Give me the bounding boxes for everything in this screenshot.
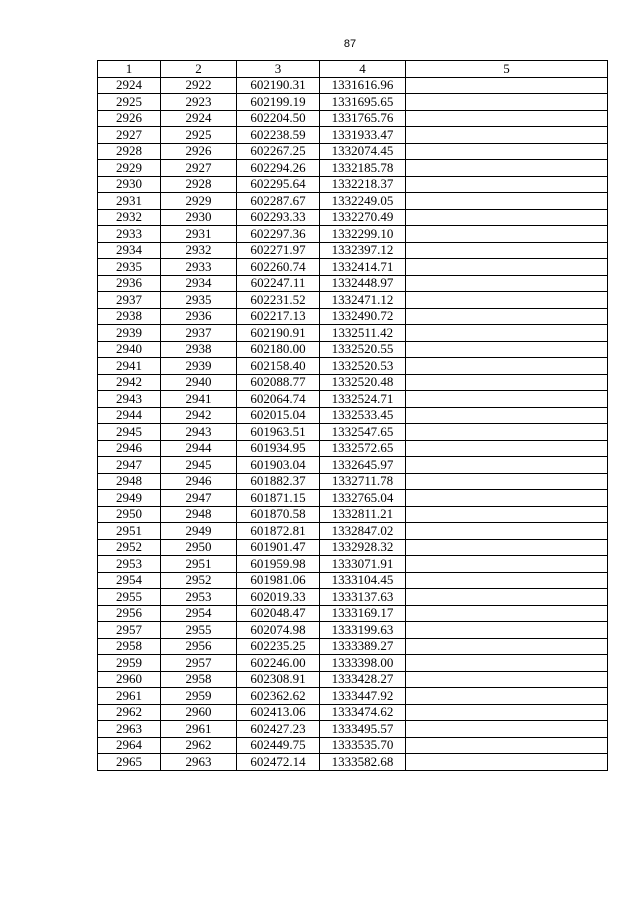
table-cell-col5 bbox=[406, 341, 608, 358]
table-row bbox=[98, 523, 608, 540]
table-cell-col2: 2949 bbox=[161, 523, 237, 540]
table-cell-col4: 1333137.63 bbox=[320, 589, 406, 606]
table-cell-col4: 1333398.00 bbox=[320, 655, 406, 672]
table-cell-col3: 601963.51 bbox=[237, 424, 320, 441]
table-cell-col5 bbox=[406, 94, 608, 111]
table-cell-col4: 1333582.68 bbox=[320, 754, 406, 771]
table-cell-col4: 1332414.71 bbox=[320, 259, 406, 276]
table-cell-col1: 2954 bbox=[98, 572, 161, 589]
table-cell-col2: 2954 bbox=[161, 605, 237, 622]
table-cell-col3: 601882.37 bbox=[237, 473, 320, 490]
table-cell-col2: 2930 bbox=[161, 209, 237, 226]
table-cell-col3: 602246.00 bbox=[237, 655, 320, 672]
table-cell-col2: 2941 bbox=[161, 391, 237, 408]
table-cell-col2: 2961 bbox=[161, 721, 237, 738]
table-cell-col2: 2958 bbox=[161, 671, 237, 688]
table-row bbox=[98, 358, 608, 375]
table-cell-col5 bbox=[406, 391, 608, 408]
table-cell-col2: 2952 bbox=[161, 572, 237, 589]
table-cell-col2: 2936 bbox=[161, 308, 237, 325]
table-cell-col2: 2922 bbox=[161, 77, 237, 94]
table-row bbox=[98, 407, 608, 424]
table-cell-col1: 2928 bbox=[98, 143, 161, 160]
table-cell-col5 bbox=[406, 308, 608, 325]
table-cell-col3: 602260.74 bbox=[237, 259, 320, 276]
table-cell-col3: 602427.23 bbox=[237, 721, 320, 738]
table-cell-col3: 601871.15 bbox=[237, 490, 320, 507]
table-cell-col2: 2956 bbox=[161, 638, 237, 655]
table-row bbox=[98, 275, 608, 292]
table-cell-col3: 602019.33 bbox=[237, 589, 320, 606]
table-cell-col2: 2942 bbox=[161, 407, 237, 424]
table-cell-col4: 1332074.45 bbox=[320, 143, 406, 160]
table-row bbox=[98, 506, 608, 523]
table-cell-col4: 1332711.78 bbox=[320, 473, 406, 490]
table-cell-col5 bbox=[406, 292, 608, 309]
table-row bbox=[98, 374, 608, 391]
table-cell-col2: 2951 bbox=[161, 556, 237, 573]
table-cell-col1: 2946 bbox=[98, 440, 161, 457]
table-cell-col4: 1332511.42 bbox=[320, 325, 406, 342]
table-cell-col4: 1332765.04 bbox=[320, 490, 406, 507]
table-cell-col2: 2929 bbox=[161, 193, 237, 210]
table-cell-col5 bbox=[406, 374, 608, 391]
table-cell-col3: 602064.74 bbox=[237, 391, 320, 408]
table-cell-col2: 2957 bbox=[161, 655, 237, 672]
table-cell-col3: 602048.47 bbox=[237, 605, 320, 622]
table-cell-col4: 1332811.21 bbox=[320, 506, 406, 523]
table-cell-col2: 2937 bbox=[161, 325, 237, 342]
column-header-3: 3 bbox=[237, 61, 320, 78]
table-cell-col4: 1332520.55 bbox=[320, 341, 406, 358]
table-cell-col5 bbox=[406, 523, 608, 540]
table-cell-col1: 2948 bbox=[98, 473, 161, 490]
table-cell-col1: 2950 bbox=[98, 506, 161, 523]
table-row bbox=[98, 589, 608, 606]
table-cell-col1: 2944 bbox=[98, 407, 161, 424]
table-cell-col2: 2947 bbox=[161, 490, 237, 507]
column-header-1: 1 bbox=[98, 61, 161, 78]
table-cell-col5 bbox=[406, 506, 608, 523]
table-cell-col4: 1332397.12 bbox=[320, 242, 406, 259]
table-cell-col5 bbox=[406, 704, 608, 721]
table-cell-col5 bbox=[406, 143, 608, 160]
table-cell-col3: 602271.97 bbox=[237, 242, 320, 259]
table-row bbox=[98, 671, 608, 688]
table-cell-col1: 2943 bbox=[98, 391, 161, 408]
table-row bbox=[98, 127, 608, 144]
table-row bbox=[98, 605, 608, 622]
table-cell-col2: 2927 bbox=[161, 160, 237, 177]
table-cell-col1: 2959 bbox=[98, 655, 161, 672]
table-cell-col5 bbox=[406, 193, 608, 210]
table-row bbox=[98, 176, 608, 193]
table-row bbox=[98, 292, 608, 309]
table-cell-col2: 2935 bbox=[161, 292, 237, 309]
table-cell-col4: 1333169.17 bbox=[320, 605, 406, 622]
table-cell-col2: 2953 bbox=[161, 589, 237, 606]
table-cell-col5 bbox=[406, 754, 608, 771]
table-cell-col3: 602294.26 bbox=[237, 160, 320, 177]
table-cell-col4: 1332299.10 bbox=[320, 226, 406, 243]
table-cell-col4: 1332270.49 bbox=[320, 209, 406, 226]
table-cell-col5 bbox=[406, 638, 608, 655]
table-cell-col4: 1331695.65 bbox=[320, 94, 406, 111]
table-cell-col1: 2927 bbox=[98, 127, 161, 144]
table-row bbox=[98, 94, 608, 111]
table-cell-col1: 2949 bbox=[98, 490, 161, 507]
table-cell-col2: 2931 bbox=[161, 226, 237, 243]
table-cell-col5 bbox=[406, 176, 608, 193]
table-cell-col4: 1332520.48 bbox=[320, 374, 406, 391]
table-cell-col5 bbox=[406, 539, 608, 556]
table-cell-col1: 2962 bbox=[98, 704, 161, 721]
table-cell-col5 bbox=[406, 160, 608, 177]
table-cell-col4: 1332533.45 bbox=[320, 407, 406, 424]
table-cell-col4: 1332185.78 bbox=[320, 160, 406, 177]
table-cell-col5 bbox=[406, 242, 608, 259]
table-cell-col3: 602295.64 bbox=[237, 176, 320, 193]
table-cell-col1: 2956 bbox=[98, 605, 161, 622]
table-cell-col1: 2951 bbox=[98, 523, 161, 540]
column-header-5: 5 bbox=[406, 61, 608, 78]
table-cell-col1: 2957 bbox=[98, 622, 161, 639]
table-cell-col4: 1332928.32 bbox=[320, 539, 406, 556]
table-cell-col5 bbox=[406, 671, 608, 688]
table-cell-col1: 2938 bbox=[98, 308, 161, 325]
table-cell-col4: 1331765.76 bbox=[320, 110, 406, 127]
table-row bbox=[98, 77, 608, 94]
table-cell-col2: 2946 bbox=[161, 473, 237, 490]
table-cell-col2: 2944 bbox=[161, 440, 237, 457]
coordinates-table bbox=[97, 60, 608, 771]
table-cell-col3: 601872.81 bbox=[237, 523, 320, 540]
table-cell-col4: 1333199.63 bbox=[320, 622, 406, 639]
table-cell-col3: 602238.59 bbox=[237, 127, 320, 144]
table-cell-col4: 1331616.96 bbox=[320, 77, 406, 94]
table-cell-col4: 1332490.72 bbox=[320, 308, 406, 325]
table-cell-col4: 1331933.47 bbox=[320, 127, 406, 144]
table-cell-col1: 2958 bbox=[98, 638, 161, 655]
table-cell-col5 bbox=[406, 440, 608, 457]
table-cell-col4: 1332520.53 bbox=[320, 358, 406, 375]
table-row bbox=[98, 341, 608, 358]
table-cell-col1: 2947 bbox=[98, 457, 161, 474]
table-cell-col4: 1332847.02 bbox=[320, 523, 406, 540]
table-cell-col4: 1332249.05 bbox=[320, 193, 406, 210]
table-cell-col3: 602204.50 bbox=[237, 110, 320, 127]
table-cell-col1: 2945 bbox=[98, 424, 161, 441]
table-cell-col5 bbox=[406, 721, 608, 738]
table-row bbox=[98, 704, 608, 721]
table-header-row bbox=[98, 61, 608, 78]
table-cell-col2: 2948 bbox=[161, 506, 237, 523]
table-cell-col3: 601934.95 bbox=[237, 440, 320, 457]
table-cell-col2: 2945 bbox=[161, 457, 237, 474]
table-row bbox=[98, 440, 608, 457]
table-cell-col3: 602088.77 bbox=[237, 374, 320, 391]
table-cell-col3: 602308.91 bbox=[237, 671, 320, 688]
table-cell-col3: 602074.98 bbox=[237, 622, 320, 639]
table-cell-col3: 602287.67 bbox=[237, 193, 320, 210]
table-cell-col5 bbox=[406, 490, 608, 507]
table-cell-col2: 2943 bbox=[161, 424, 237, 441]
table-cell-col4: 1333495.57 bbox=[320, 721, 406, 738]
table-cell-col2: 2959 bbox=[161, 688, 237, 705]
table-cell-col2: 2955 bbox=[161, 622, 237, 639]
table-cell-col2: 2932 bbox=[161, 242, 237, 259]
table-row bbox=[98, 259, 608, 276]
table-cell-col1: 2936 bbox=[98, 275, 161, 292]
table-cell-col5 bbox=[406, 589, 608, 606]
table-cell-col4: 1333389.27 bbox=[320, 638, 406, 655]
table-cell-col1: 2937 bbox=[98, 292, 161, 309]
table-cell-col4: 1332524.71 bbox=[320, 391, 406, 408]
table-cell-col5 bbox=[406, 127, 608, 144]
table-cell-col1: 2941 bbox=[98, 358, 161, 375]
table-row bbox=[98, 473, 608, 490]
table-row bbox=[98, 737, 608, 754]
table-cell-col3: 602190.31 bbox=[237, 77, 320, 94]
table-cell-col2: 2926 bbox=[161, 143, 237, 160]
table-header bbox=[98, 61, 608, 78]
table-cell-col4: 1332547.65 bbox=[320, 424, 406, 441]
table-cell-col3: 602413.06 bbox=[237, 704, 320, 721]
table-row bbox=[98, 209, 608, 226]
table-row bbox=[98, 308, 608, 325]
table-cell-col5 bbox=[406, 737, 608, 754]
table-cell-col1: 2924 bbox=[98, 77, 161, 94]
table-cell-col2: 2924 bbox=[161, 110, 237, 127]
table-cell-col4: 1333474.62 bbox=[320, 704, 406, 721]
table-cell-col2: 2925 bbox=[161, 127, 237, 144]
table-cell-col3: 602231.52 bbox=[237, 292, 320, 309]
table-row bbox=[98, 143, 608, 160]
table-cell-col5 bbox=[406, 275, 608, 292]
table-cell-col5 bbox=[406, 325, 608, 342]
page-number: 87 bbox=[343, 38, 357, 50]
table-cell-col1: 2930 bbox=[98, 176, 161, 193]
table-cell-col1: 2935 bbox=[98, 259, 161, 276]
column-header-4: 4 bbox=[320, 61, 406, 78]
table-cell-col5 bbox=[406, 407, 608, 424]
table-cell-col4: 1333447.92 bbox=[320, 688, 406, 705]
table-row bbox=[98, 688, 608, 705]
table-cell-col5 bbox=[406, 473, 608, 490]
table-cell-col3: 602199.19 bbox=[237, 94, 320, 111]
table-cell-col1: 2934 bbox=[98, 242, 161, 259]
table-cell-col1: 2942 bbox=[98, 374, 161, 391]
table-cell-col2: 2939 bbox=[161, 358, 237, 375]
table-cell-col3: 602449.75 bbox=[237, 737, 320, 754]
table-row bbox=[98, 572, 608, 589]
table-cell-col1: 2932 bbox=[98, 209, 161, 226]
table-cell-col5 bbox=[406, 572, 608, 589]
table-cell-col1: 2926 bbox=[98, 110, 161, 127]
table-row bbox=[98, 226, 608, 243]
table-row bbox=[98, 193, 608, 210]
table-cell-col5 bbox=[406, 688, 608, 705]
table-cell-col1: 2931 bbox=[98, 193, 161, 210]
table-cell-col5 bbox=[406, 77, 608, 94]
table-cell-col3: 602235.25 bbox=[237, 638, 320, 655]
table-cell-col1: 2929 bbox=[98, 160, 161, 177]
table-cell-col2: 2963 bbox=[161, 754, 237, 771]
table-cell-col5 bbox=[406, 556, 608, 573]
table-cell-col2: 2962 bbox=[161, 737, 237, 754]
table-cell-col5 bbox=[406, 605, 608, 622]
table-cell-col3: 602362.62 bbox=[237, 688, 320, 705]
table-cell-col5 bbox=[406, 622, 608, 639]
table-cell-col3: 601870.58 bbox=[237, 506, 320, 523]
table-cell-col2: 2960 bbox=[161, 704, 237, 721]
table-cell-col4: 1332218.37 bbox=[320, 176, 406, 193]
table-cell-col3: 602267.25 bbox=[237, 143, 320, 160]
table-cell-col1: 2952 bbox=[98, 539, 161, 556]
table-row bbox=[98, 655, 608, 672]
table-cell-col4: 1333535.70 bbox=[320, 737, 406, 754]
table-cell-col1: 2939 bbox=[98, 325, 161, 342]
table-cell-col5 bbox=[406, 110, 608, 127]
table-cell-col4: 1332471.12 bbox=[320, 292, 406, 309]
table-body bbox=[98, 77, 608, 770]
table-cell-col2: 2938 bbox=[161, 341, 237, 358]
table-cell-col5 bbox=[406, 457, 608, 474]
table-row bbox=[98, 622, 608, 639]
table-cell-col2: 2923 bbox=[161, 94, 237, 111]
table-cell-col2: 2940 bbox=[161, 374, 237, 391]
table-row bbox=[98, 457, 608, 474]
table-cell-col2: 2928 bbox=[161, 176, 237, 193]
table-cell-col1: 2963 bbox=[98, 721, 161, 738]
table-cell-col3: 602190.91 bbox=[237, 325, 320, 342]
table-row bbox=[98, 490, 608, 507]
table-cell-col3: 601901.47 bbox=[237, 539, 320, 556]
table-row bbox=[98, 424, 608, 441]
table-row bbox=[98, 721, 608, 738]
table-cell-col1: 2964 bbox=[98, 737, 161, 754]
column-header-2: 2 bbox=[161, 61, 237, 78]
table-row bbox=[98, 638, 608, 655]
table-cell-col3: 602158.40 bbox=[237, 358, 320, 375]
table-cell-col3: 602247.11 bbox=[237, 275, 320, 292]
table-row bbox=[98, 754, 608, 771]
table-cell-col3: 602180.00 bbox=[237, 341, 320, 358]
table-cell-col2: 2933 bbox=[161, 259, 237, 276]
table-cell-col1: 2961 bbox=[98, 688, 161, 705]
table-cell-col1: 2940 bbox=[98, 341, 161, 358]
table-cell-col4: 1333104.45 bbox=[320, 572, 406, 589]
table-cell-col3: 601959.98 bbox=[237, 556, 320, 573]
table-cell-col2: 2934 bbox=[161, 275, 237, 292]
table-cell-col1: 2965 bbox=[98, 754, 161, 771]
table-cell-col2: 2950 bbox=[161, 539, 237, 556]
table-cell-col4: 1332645.97 bbox=[320, 457, 406, 474]
table-row bbox=[98, 110, 608, 127]
table-cell-col4: 1332448.97 bbox=[320, 275, 406, 292]
table-cell-col3: 602297.36 bbox=[237, 226, 320, 243]
table-cell-col1: 2953 bbox=[98, 556, 161, 573]
table-row bbox=[98, 556, 608, 573]
table-cell-col4: 1332572.65 bbox=[320, 440, 406, 457]
table-cell-col5 bbox=[406, 358, 608, 375]
table-cell-col5 bbox=[406, 424, 608, 441]
table-cell-col5 bbox=[406, 209, 608, 226]
table-cell-col1: 2955 bbox=[98, 589, 161, 606]
table-cell-col1: 2960 bbox=[98, 671, 161, 688]
table-cell-col4: 1333428.27 bbox=[320, 671, 406, 688]
table-cell-col1: 2925 bbox=[98, 94, 161, 111]
table-cell-col3: 602293.33 bbox=[237, 209, 320, 226]
table-cell-col5 bbox=[406, 655, 608, 672]
table-row bbox=[98, 242, 608, 259]
table-cell-col3: 601981.06 bbox=[237, 572, 320, 589]
table-row bbox=[98, 539, 608, 556]
table-row bbox=[98, 391, 608, 408]
table-cell-col5 bbox=[406, 259, 608, 276]
table-cell-col5 bbox=[406, 226, 608, 243]
table-cell-col1: 2933 bbox=[98, 226, 161, 243]
table-cell-col3: 601903.04 bbox=[237, 457, 320, 474]
table-row bbox=[98, 325, 608, 342]
table-cell-col4: 1333071.91 bbox=[320, 556, 406, 573]
table-cell-col3: 602472.14 bbox=[237, 754, 320, 771]
table-row bbox=[98, 160, 608, 177]
table-cell-col3: 602217.13 bbox=[237, 308, 320, 325]
table-cell-col3: 602015.04 bbox=[237, 407, 320, 424]
